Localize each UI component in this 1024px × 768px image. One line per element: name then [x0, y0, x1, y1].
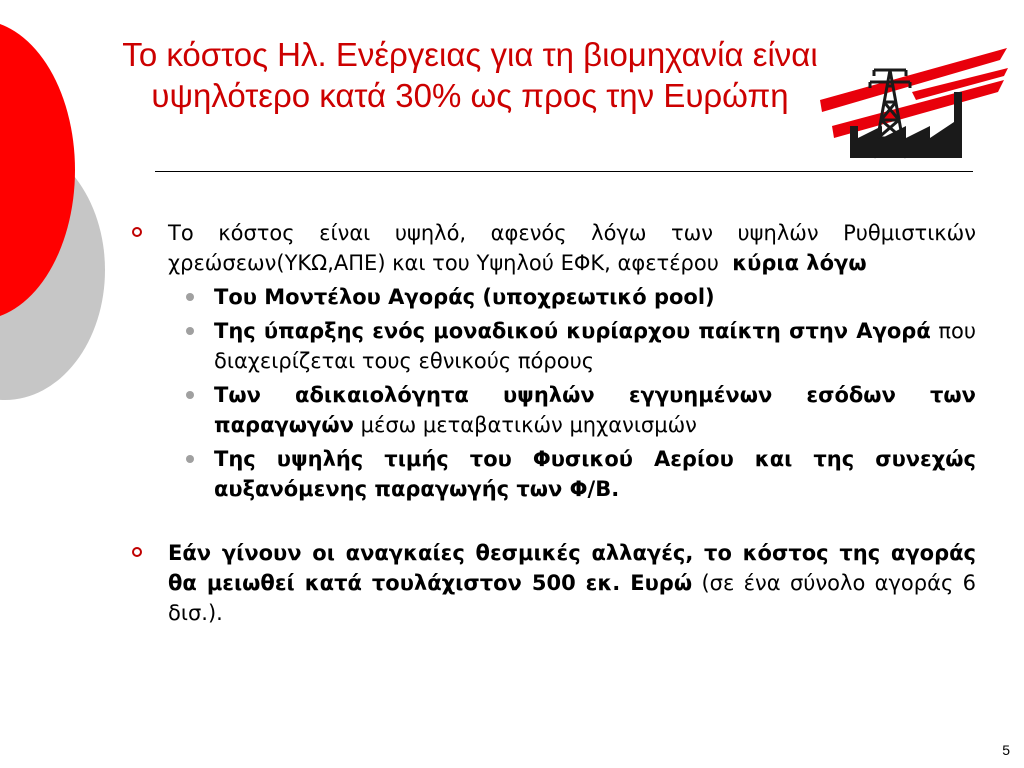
- sub-bullet-bold-text: Των αδικαιολόγητα υψηλών εγγυημένων εσόδων των παραγωγών: [214, 383, 976, 437]
- sub-bullet-bold-text: Της ύπαρξης ενός μοναδικού κυρίαρχου παίκτη στην Αγορά: [214, 319, 931, 343]
- title-divider: [155, 171, 973, 172]
- bullet-item: [128, 538, 976, 628]
- sub-bullet-item: [128, 316, 976, 376]
- sub-bullet-text: που διαχειρίζεται τους εθνικούς πόρους: [214, 319, 976, 373]
- sub-bullet-bold-text: Της υψηλής τιμής του Φυσικού Αερίου και της συνεχώς αυξανόμενης παραγωγής των Φ/Β.: [214, 447, 976, 501]
- sub-bullet-item: [128, 380, 976, 440]
- dot-bullet-icon: [186, 327, 194, 335]
- power-pylon-factory-icon: [812, 30, 1012, 165]
- bullet-text: (σε ένα σύνολο αγοράς 6 δισ.).: [168, 571, 976, 625]
- dot-bullet-icon: [186, 293, 194, 301]
- sub-bullet-item: [128, 282, 976, 312]
- slide-body: [128, 218, 976, 628]
- bullet-bold-text: κύρια λόγω: [732, 251, 867, 275]
- dot-bullet-icon: [186, 391, 194, 399]
- page-number: 5: [1002, 742, 1010, 758]
- bullet-bold-text: Εάν γίνουν οι αναγκαίες θεσμικές αλλαγές, το κόστος της αγοράς θα μειωθεί κατά τουλάχιστον 500 εκ. Ευρώ: [168, 541, 976, 595]
- bullet-text: Το κόστος είναι υψηλό, αφενός λόγω των υψηλών Ρυθμιστικών χρεώσεων(ΥΚΩ,ΑΠΕ) και του Υψηλού ΕΦΚ, αφετέρου: [168, 221, 976, 275]
- ring-bullet-icon: [132, 227, 142, 237]
- bullet-item: [128, 218, 976, 278]
- sub-bullet-text: μέσω μεταβατικών μηχανισμών: [360, 413, 697, 437]
- sub-bullet-bold-text: Του Μοντέλου Αγοράς (υποχρεωτικό pool): [214, 285, 715, 309]
- dot-bullet-icon: [186, 455, 194, 463]
- sub-bullet-item: [128, 444, 976, 504]
- slide-title: Το κόστος Ηλ. Ενέργειας για τη βιομηχανία είναι υψηλότερο κατά 30% ως προς την Ευρώπη: [122, 36, 818, 114]
- ring-bullet-icon: [132, 547, 142, 557]
